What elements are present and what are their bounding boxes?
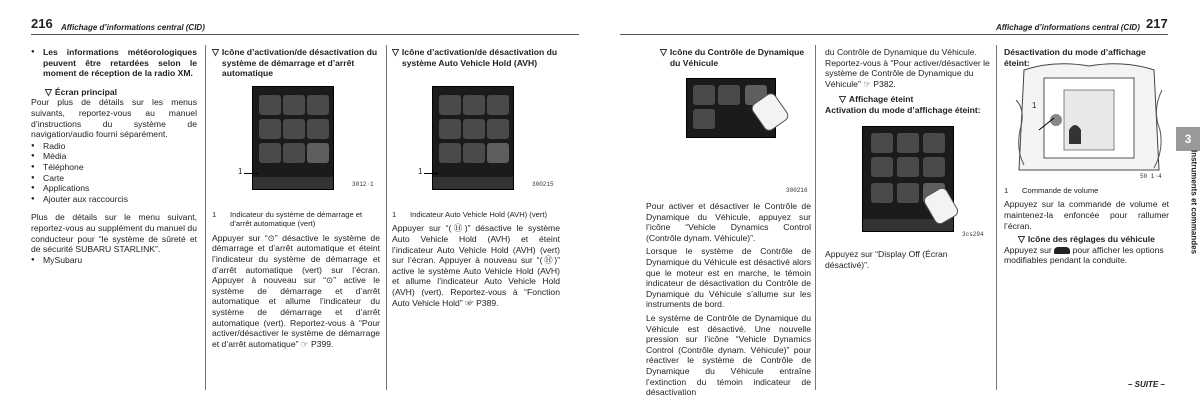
triangle-icon: ▽ xyxy=(1018,234,1025,245)
triangle-icon: ▽ xyxy=(392,47,399,57)
section-heading: ▽ Affichage éteint xyxy=(839,94,914,105)
section-heading: ▽ Icône d’activation/de désactivation du système de démarrage et d’arrêt automatique xyxy=(212,47,378,79)
figure-caption: 1 Commande de volume xyxy=(1004,186,1099,195)
column-3-body xyxy=(392,210,560,308)
paragraph: Appuyez sur la commande de volume et maintenez-la enfoncée pour rallumer l’écran. xyxy=(1004,199,1169,231)
page-number-left: 216 xyxy=(31,16,53,31)
list-item: ● Carte xyxy=(31,173,197,184)
triangle-icon: ▽ xyxy=(839,94,846,105)
list-item: ● Ajouter aux raccourcis xyxy=(31,194,197,205)
section-heading: ▽ Icône du Contrôle de Dynamique du Véhicule xyxy=(660,47,805,68)
cid-screen-figure xyxy=(432,86,514,190)
column-divider xyxy=(205,45,206,390)
paragraph: Le système de Contrôle de Dynamique du Véhicule est désactivé. Une nouvelle pression sur l’icône “Vehicle Dynamics Control (Contrôle dynam. Véhicule)” pour réactiver le système de Contrôle de Dynamique du Véhicule entraîne l’extinction du témoin indicateur de désactivation xyxy=(646,312,811,398)
paragraph: du Contrôle de Dynamique du Véhicule. Reportez-vous à “Pour activer/désactiver le système de Contrôle de Dynamique du Véhicule” ☞ P382. xyxy=(825,47,990,89)
triangle-icon: ▽ xyxy=(45,86,52,97)
paragraph: Appuyez sur “Display Off (Écran désactivé)”. xyxy=(825,249,948,270)
header-title-left: Affichage d’informations central (CID) xyxy=(61,23,205,32)
subheading: Activation du mode d’affichage éteint: xyxy=(825,104,981,115)
column-divider xyxy=(386,45,387,390)
image-code: 300216 xyxy=(786,187,808,194)
paragraph: Pour plus de détails sur les menus suivants, reportez-vous au manuel d’instructions du système de navigation/audio fourni séparément. xyxy=(31,97,197,140)
continued-marker: – SUITE – xyxy=(1128,380,1165,389)
image-code: 300215 xyxy=(532,181,554,188)
chapter-label: Instruments et commandes xyxy=(1189,150,1199,255)
chapter-tab: 3 xyxy=(1176,127,1200,151)
column-6-body xyxy=(1004,186,1169,266)
column-5-body xyxy=(825,249,990,270)
dashboard-illustration xyxy=(1014,60,1164,180)
weather-note: ● Les informations météorologiques peuvent être retardées selon le moment de réception de la radio XM. xyxy=(31,47,197,79)
list-item: ● Média xyxy=(31,151,197,162)
column-divider xyxy=(815,45,816,390)
section-heading: ▽ Icône des réglages du véhicule xyxy=(1018,234,1155,245)
callout-number: 1 xyxy=(418,167,423,176)
paragraph: Plus de détails sur le menu suivant, reportez-vous au supplément du manuel du conducteur pour “le système de sûreté et de sécurité SUBARU STARLINK”. xyxy=(31,212,197,255)
callout-line xyxy=(424,173,438,174)
column-4 xyxy=(646,47,811,68)
column-divider xyxy=(996,45,997,390)
callout-number: 1 xyxy=(238,167,243,176)
page-number-right: 217 xyxy=(1146,16,1168,31)
triangle-icon: ▽ xyxy=(212,47,219,57)
section-heading: ▽ Écran principal xyxy=(45,86,118,97)
image-code: 3cs294 xyxy=(962,231,984,238)
header-rule-right xyxy=(620,34,1168,35)
column-3 xyxy=(392,47,560,68)
header-rule-left xyxy=(31,34,579,35)
list-item: ● Radio xyxy=(31,141,197,152)
subheading: Désactivation du mode d’affichage éteint: xyxy=(1004,47,1146,68)
image-code: 3012·1 xyxy=(352,181,374,188)
column-5 xyxy=(825,47,990,116)
image-code: 50 1·4 xyxy=(1140,173,1162,180)
column-4-body xyxy=(646,201,811,398)
paragraph: Appuyez sur pour afficher les options modifiables pendant la conduite. xyxy=(1004,244,1164,266)
column-1 xyxy=(31,47,197,265)
figure-caption: 1 Indicateur Auto Vehicle Hold (AVH) (vert) xyxy=(392,210,548,219)
column-2 xyxy=(212,47,380,79)
triangle-icon: ▽ xyxy=(660,47,667,57)
list-item: ● Applications xyxy=(31,183,197,194)
paragraph: Pour activer et désactiver le Contrôle de Dynamique du Véhicule, appuyez sur l’icône “Vehicle Dynamics Control (Contrôle dynam. Véhicule)”. xyxy=(646,201,811,243)
paragraph: Appuyer sur “⊙” désactive le système de démarrage et d’arrêt automatique et éteint l’indicateur du système de démarrage et d’arrêt automatique (vert) sur l’écran. Appuyer à nouveau sur “⊙” active le système de démarrage et d’arrêt automatique et allume l’indicateur du système de démarrage et d’arrêt automatique (vert). Reportez-vous à “Pour activer/désactiver le système de démarrage et d’arrêt automatique” ☞ P399. xyxy=(212,232,380,349)
list-item: ● MySubaru xyxy=(31,255,197,266)
callout-number: 1 xyxy=(1032,101,1037,110)
paragraph: Lorsque le système de Contrôle de Dynamique du Véhicule est désactivé alors que le moteur est en marche, le témoin indicateur de désactivation du Contrôle de Dynamique du Véhicule s’allume sur les instruments de bord. xyxy=(646,246,811,310)
paragraph: Appuyer sur “(Ⓗ)” désactive le système Auto Vehicle Hold (AVH) et éteint l’indicateur Auto Vehicle Hold (AVH) (vert) sur l’écran. Appuyer à nouveau sur “(Ⓗ)” active le système Auto Vehicle Hold (AVH) et allume l’indicateur Auto Vehicle Hold (AVH) (vert). Reportez-vous à “Fonction Auto Vehicle Hold” ☞ P389. xyxy=(392,223,560,308)
cid-screen-figure xyxy=(252,86,334,190)
section-heading: ▽ Icône d’activation/de désactivation du système Auto Vehicle Hold (AVH) xyxy=(392,47,558,68)
figure-caption: 1 Indicateur du système de démarrage et d’arrêt automatique (vert) xyxy=(212,210,363,229)
column-2-body xyxy=(212,210,380,349)
car-icon xyxy=(1054,247,1070,254)
callout-line xyxy=(244,173,258,174)
header-title-right: Affichage d’informations central (CID) xyxy=(996,23,1140,32)
list-item: ● Téléphone xyxy=(31,162,197,173)
